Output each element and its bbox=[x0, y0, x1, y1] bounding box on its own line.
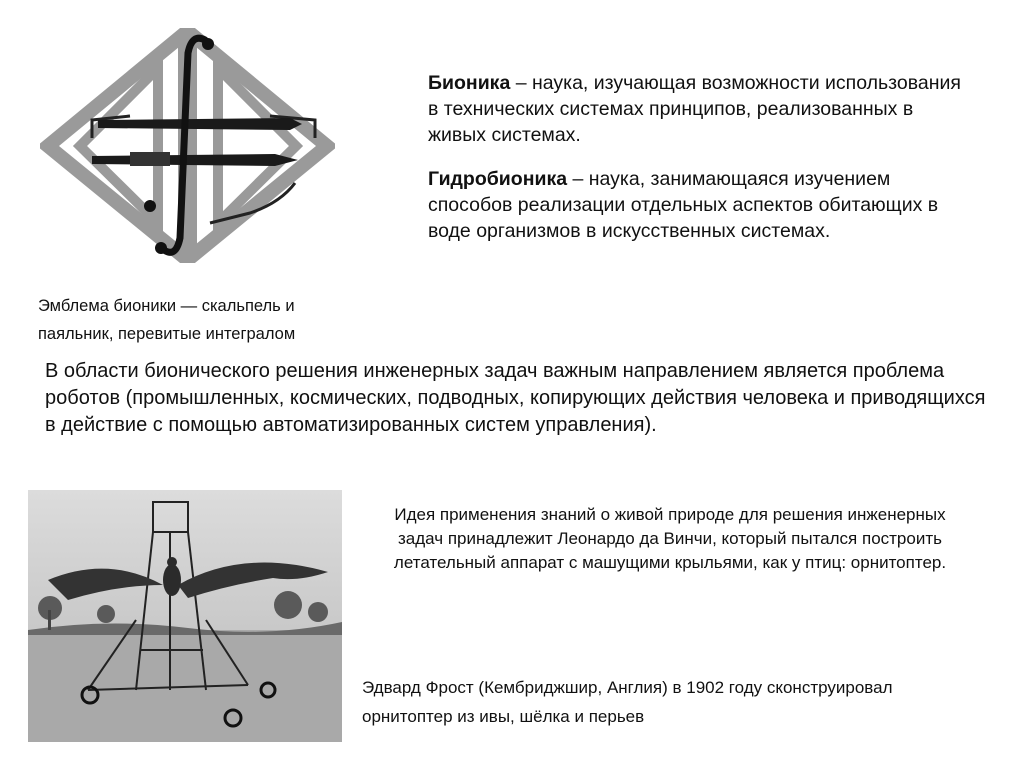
frost-caption-line2: орнитоптер из ивы, шёлка и перьев bbox=[362, 707, 645, 726]
hydrobionics-text: – наука, занимающаяся изучением способов реализации отдельных аспектов обитающих в воде организмов в искусственных системах. bbox=[428, 168, 939, 242]
bionics-emblem-icon bbox=[40, 28, 335, 263]
hydrobionics-term: Гидробионика bbox=[428, 168, 568, 190]
main-paragraph: В области бионического решения инженерных задач важным направлением является проблема роботов (промышленных, космических, подводных, копирующих действия человека и приводящихся в действие с помощью автоматизированных систем управления). bbox=[45, 360, 986, 436]
bionics-text: – наука, изучающая возможности использования в технических системах принципов, реализованных в живых системах. bbox=[428, 72, 961, 146]
hydrobionics-definition bbox=[428, 166, 968, 244]
emblem-caption-line2: паяльник, перевитые интегралом bbox=[38, 325, 296, 343]
davinci-paragraph: Идея применения знаний о живой природе для решения инженерных задач принадлежит Леонардо да Винчи, который пытался построить летательный аппарат с машущими крыльями, как у птиц: орнитоптер. bbox=[393, 505, 947, 572]
frost-caption-line1: Эдвард Фрост (Кембриджшир, Англия) в 1902 году сконструировал bbox=[362, 678, 893, 697]
frost-caption bbox=[362, 673, 1002, 731]
emblem-caption-line1: Эмблема бионики — скальпель и bbox=[38, 297, 295, 315]
definitions bbox=[428, 70, 968, 262]
ornithopter-photo bbox=[28, 490, 342, 742]
bionics-definition bbox=[428, 70, 968, 148]
bionics-term: Бионика bbox=[428, 72, 511, 94]
emblem-caption bbox=[38, 292, 368, 348]
